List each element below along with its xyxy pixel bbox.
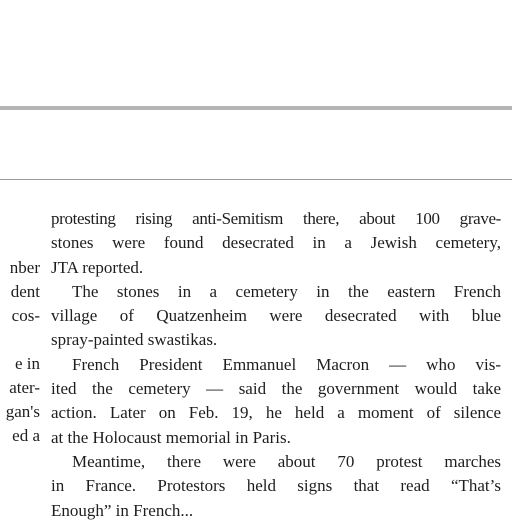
left-column-line: ater- [9,378,40,397]
left-column-line [0,328,40,352]
article-line: protesting rising anti-Semitism there, about 100 grave- [51,209,501,228]
article-line: Enough” in French... [51,500,194,520]
article-line: JTA reported. [51,257,144,277]
article-line: Meantime, there were about 70 protest marches [72,451,501,471]
article-line: French President Emmanuel Macron — who vis- [72,354,501,374]
article-line: spray-painted swastikas. [51,330,218,350]
article-body [51,207,501,523]
left-column-line: cos- [11,306,40,325]
left-column-line: e in [14,354,40,373]
article-line: stones were found desecrated in a Jewish cemetery, [51,233,501,253]
left-column-line: dent [10,282,40,301]
article-line: at the Holocaust memorial in Paris. [51,427,291,447]
article-line: action. Later on Feb. 19, he held a moment of silence [51,403,501,423]
article-line: village of Quatzenheim were desecrated with blue [51,306,501,326]
left-column-line: ed a [12,426,40,445]
left-column-line: gan's [5,402,40,421]
article-line: The stones in a cemetery in the eastern French [72,281,501,301]
section-rule [0,179,512,180]
article-line: ited the cemetery — said the government would take [51,379,501,399]
left-column-fragment [0,256,40,448]
left-column-line: nber [9,258,40,277]
article-line: in France. Protestors held signs that read “That’s [51,476,501,496]
header-rule [0,106,512,110]
